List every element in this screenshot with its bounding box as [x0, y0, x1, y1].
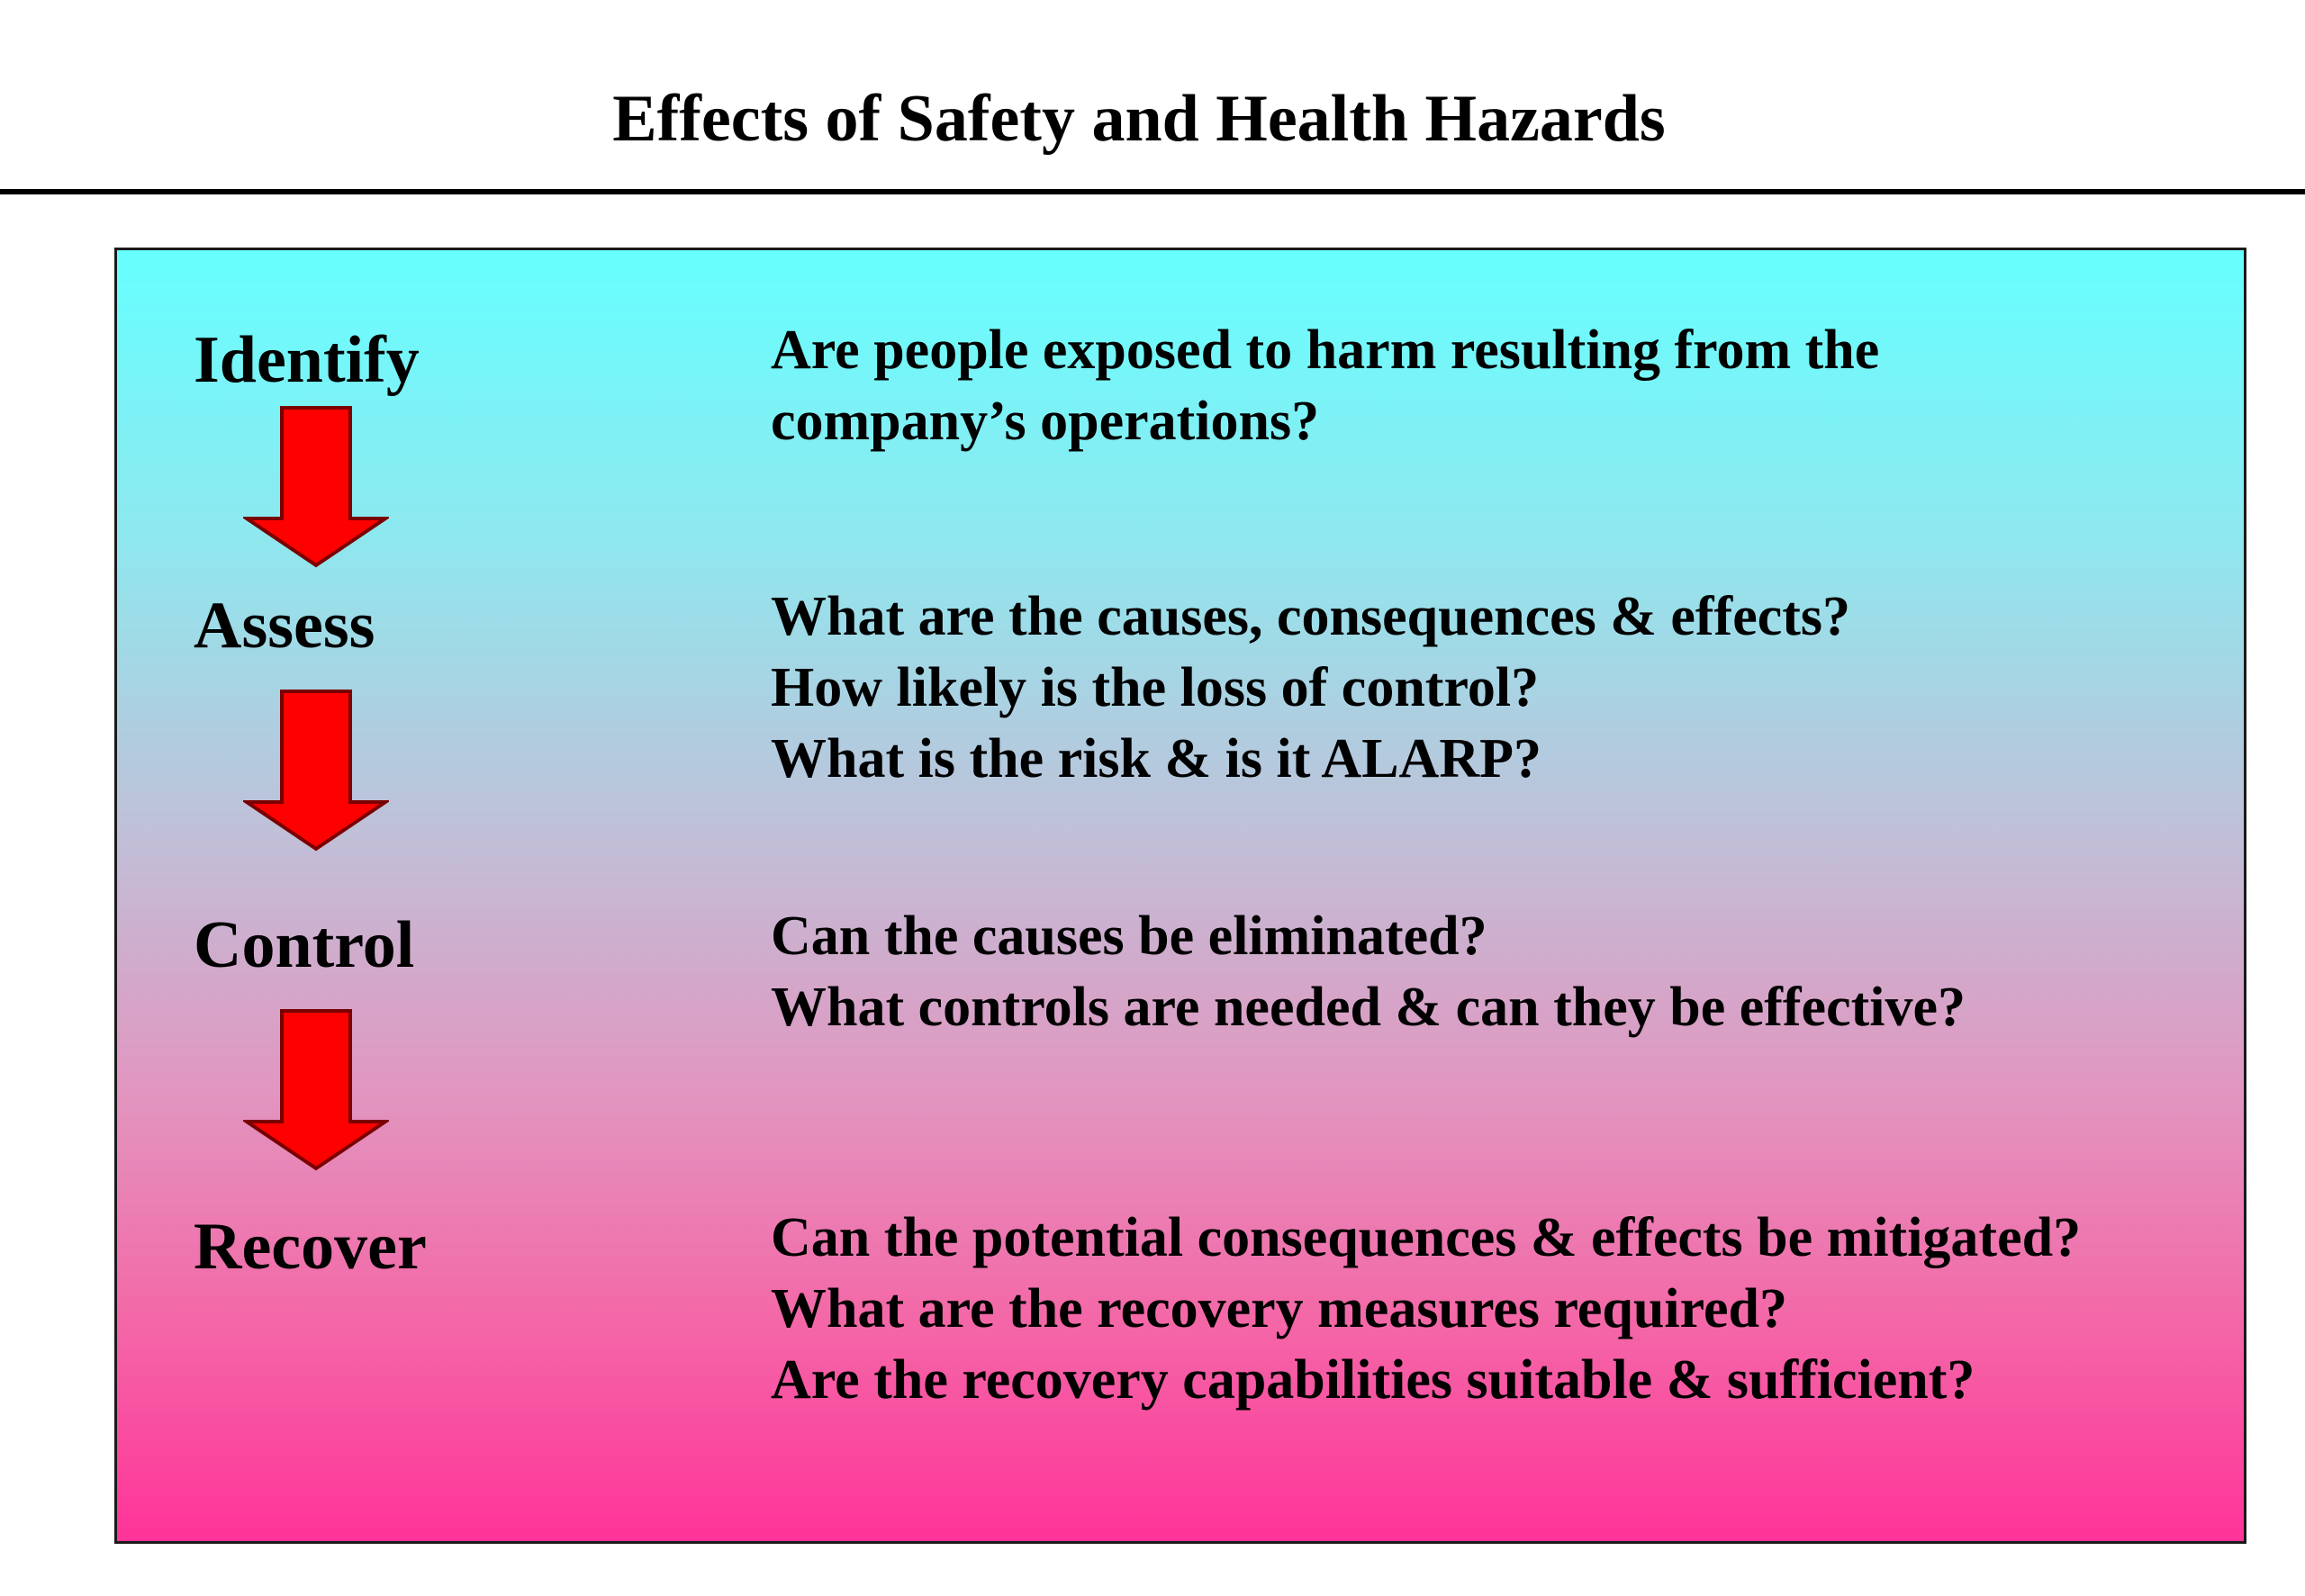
- down-arrow-icon: [243, 1008, 389, 1172]
- step-assess: Assess: [194, 589, 375, 663]
- assess-questions: [771, 582, 2229, 795]
- title-divider: [0, 189, 2305, 194]
- question-line: company’s operations?: [771, 391, 1320, 452]
- question-line: Can the potential consequences & effects be mitigated?: [771, 1207, 2082, 1268]
- page-title: Effects of Safety and Health Hazards: [612, 82, 1666, 156]
- step-identify: Identify: [194, 323, 420, 397]
- question-line: How likely is the loss of control?: [771, 657, 1540, 718]
- question-line: Are the recovery capabilities suitable & sufficient?: [771, 1349, 1975, 1411]
- question-line: What are the recovery measures required?: [771, 1278, 1787, 1339]
- question-line: What is the risk & is it ALARP?: [771, 728, 1541, 789]
- step-recover: Recover: [194, 1210, 427, 1284]
- question-line: Are people exposed to harm resulting from the: [771, 320, 1880, 381]
- step-control: Control: [194, 908, 415, 982]
- question-line: What controls are needed & can they be effective?: [771, 977, 1966, 1038]
- down-arrow-icon: [243, 689, 389, 852]
- down-arrow-icon: [243, 405, 389, 569]
- question-line: Can the causes be eliminated?: [771, 906, 1487, 967]
- control-questions: [771, 901, 2229, 1043]
- identify-questions: [771, 315, 2229, 457]
- question-line: What are the causes, consequences & effects?: [771, 586, 1851, 647]
- recover-questions: [771, 1203, 2229, 1416]
